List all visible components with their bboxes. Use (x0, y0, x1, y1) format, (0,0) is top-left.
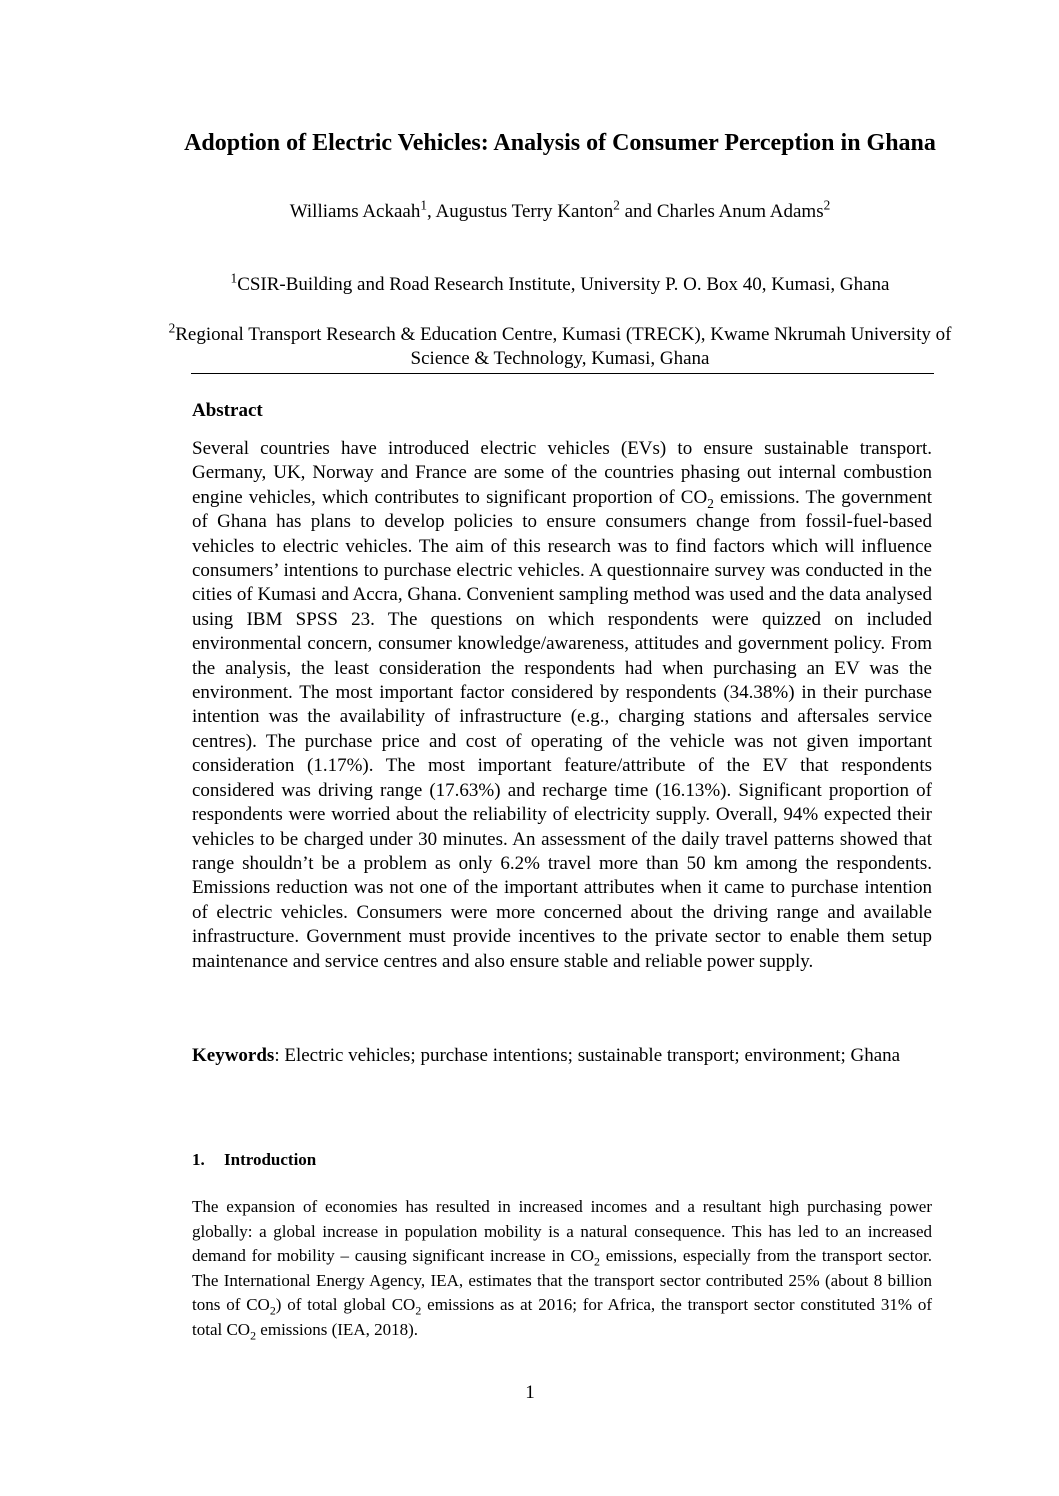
introduction-text (192, 1195, 932, 1343)
subscript: 2 (269, 1303, 276, 1318)
affiliation (150, 320, 970, 371)
subscript: 2 (594, 1254, 600, 1269)
keywords (192, 1044, 932, 1068)
affiliation-text: CSIR-Building and Road Research Institute, University P. O. Box 40, Kumasi, Ghana (237, 274, 890, 295)
abstract-text-part: Several countries have introduced electric vehicles (EVs) to ensure sustainable transport. Germany, UK, Norway and France are some of the countries phasing out internal combustion engine vehicles, which contributes to significant proportion of CO (192, 438, 932, 508)
subscript: 2 (707, 495, 714, 511)
page-number: 1 (525, 1382, 535, 1403)
keywords-label: Keywords (192, 1045, 275, 1066)
author-separator: , (427, 201, 436, 222)
section-heading (192, 1149, 316, 1171)
keywords-text: : Electric vehicles; purchase intentions; sustainable transport; environment; Ghana (274, 1045, 901, 1066)
subscript: 2 (250, 1328, 257, 1343)
author-affiliation-mark: 2 (823, 197, 831, 213)
introduction-text-part: emissions as at 2016; for Africa, the transport sector constituted 31% of total CO (192, 1295, 932, 1339)
section-number: 1. (192, 1150, 205, 1169)
author-name: Williams Ackaah (289, 201, 421, 222)
affiliation-mark: 1 (230, 270, 238, 286)
affiliation-mark: 2 (168, 320, 176, 336)
affiliation (150, 270, 970, 297)
abstract-heading: Abstract (192, 400, 263, 421)
author-separator: and (619, 201, 657, 222)
author-name: Augustus Terry Kanton (435, 201, 614, 222)
header-divider (191, 373, 934, 374)
author-name: Charles Anum Adams (656, 201, 824, 222)
author-list (150, 199, 970, 225)
introduction-text-part: emissions (IEA, 2018). (256, 1319, 419, 1339)
section-title: Introduction (224, 1150, 317, 1169)
introduction-text-part: ) of total global CO (275, 1295, 416, 1315)
paper-title: Adoption of Electric Vehicles: Analysis of Consumer Perception in Ghana (184, 130, 936, 156)
affiliation-text: Regional Transport Research & Education Centre, Kumasi (TRECK), Kwame Nkrumah University of Science & Technology, Kumasi, Ghana (175, 324, 952, 369)
author-affiliation-mark: 1 (420, 197, 428, 213)
introduction-text-part: emissions, especially from the transport sector. The International Energy Agency, IEA, estimates that the transport sector contributed 25% (about 8 billion tons of CO (192, 1246, 932, 1315)
introduction-text-part: The expansion of economies has resulted in increased incomes and a resultant high purchasing power globally: a global increase in population mobility is a natural consequence. This has led to an increased demand for mobility – causing significant increase in CO (192, 1197, 932, 1266)
abstract-text (192, 437, 932, 974)
abstract-text-part: emissions. The government of Ghana has plans to develop policies to ensure consumers change from fossil-fuel-based vehicles to electric vehicles. The aim of this research was to find factors which will influence consumers’ intentions to purchase electric vehicles. A questionnaire survey was conducted in the cities of Kumasi and Accra, Ghana. Convenient sampling method was used and the data analysed using IBM SPSS 23. The questions on which respondents were quizzed on included environmental concern, consumer knowledge/awareness, attitudes and government policy. From the analysis, the least consideration the respondents had when purchasing an EV was the environment. The most important factor considered by respondents (34.38%) in their purchase intention was the availability of infrastructure (e.g., charging stations and aftersales service centres). The purchase price and cost of operating of the vehicle was not given important consideration (1.17%). The most important feature/attribute of the EV that respondents considered was driving range (17.63%) and recharge time (16.13%). Significant proportion of respondents were worried about the reliability of electricity supply. Overall, 94% expected their vehicles to be charged under 30 minutes. An assessment of the daily travel patterns showed that range shouldn’t be a problem as only 6.2% travel more than 50 km among the respondents. Emissions reduction was not one of the important attributes when it came to purchase intention of electric vehicles. Consumers were more concerned about the driving range and available infrastructure. Government must provide incentives to the private sector to enable them setup maintenance and service centres and also ensure stable and reliable power supply. (192, 486, 932, 972)
subscript: 2 (415, 1303, 422, 1318)
author-affiliation-mark: 2 (613, 197, 620, 213)
